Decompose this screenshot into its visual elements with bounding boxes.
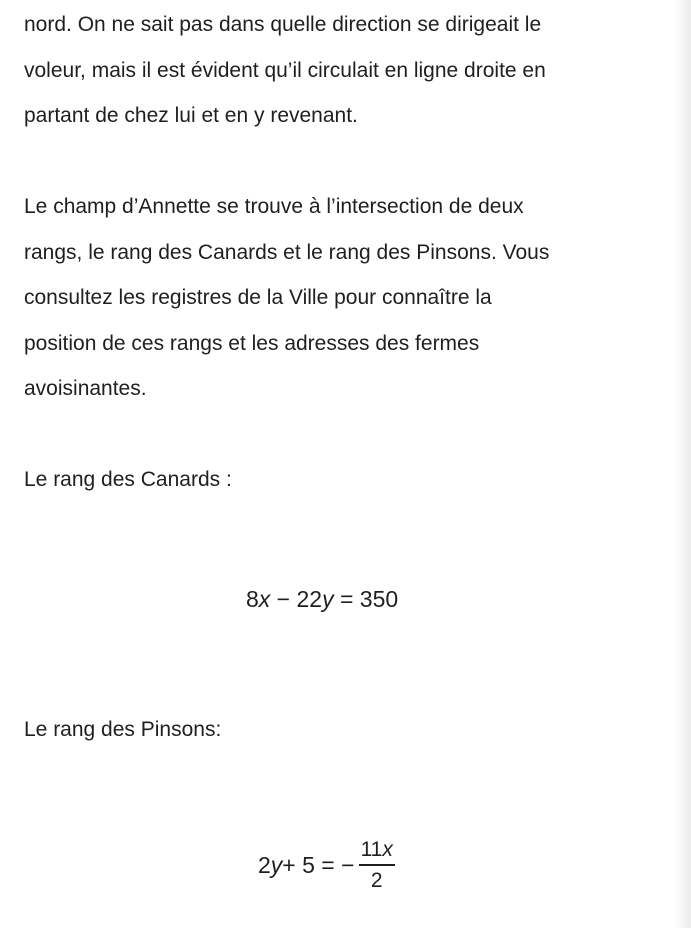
paragraph-theft — [24, 2, 546, 139]
equation-pinsons — [258, 838, 395, 894]
text-line: Le champ d’Annette se trouve à l’intersection de deux — [24, 195, 524, 218]
frac-num-var: x — [382, 838, 393, 861]
label-rang-pinsons: Le rang des Pinsons: — [24, 718, 222, 741]
paragraph-annette-field — [24, 184, 549, 412]
text-line: nord. On ne sait pas dans quelle direction se dirigeait le — [24, 13, 542, 36]
fraction-numerator — [359, 838, 395, 864]
scroll-edge-shade — [675, 0, 691, 928]
eq-minus-term: − 22 — [270, 586, 323, 612]
eq-lhs-coef: 2 — [258, 852, 271, 879]
eq-var-x: x — [258, 586, 271, 612]
fraction — [359, 838, 395, 894]
label-rang-canards: Le rang des Canards : — [24, 468, 232, 491]
fraction-denominator: 2 — [370, 868, 383, 892]
equation-canards — [246, 586, 398, 613]
text-line: voleur, mais il est évident qu’il circulait en ligne droite en — [24, 58, 546, 82]
eq-var-y: y — [322, 586, 334, 612]
eq-rhs: = 350 — [333, 586, 399, 612]
eq-var-y: y — [270, 852, 283, 879]
text-line: partant de chez lui et en y revenant. — [24, 104, 358, 127]
eq-coef-x: 8 — [246, 586, 259, 612]
frac-num-coef: 11 — [360, 838, 383, 861]
text-line: position de ces rangs et les adresses des fermes — [24, 331, 480, 355]
text-line: avoisinantes. — [24, 377, 147, 400]
text-line: consultez les registres de la Ville pour connaître la — [24, 286, 492, 309]
eq-lhs-rest: + 5 = − — [282, 852, 355, 879]
text-line: rangs, le rang des Canards et le rang des Pinsons. Vous — [24, 240, 550, 264]
